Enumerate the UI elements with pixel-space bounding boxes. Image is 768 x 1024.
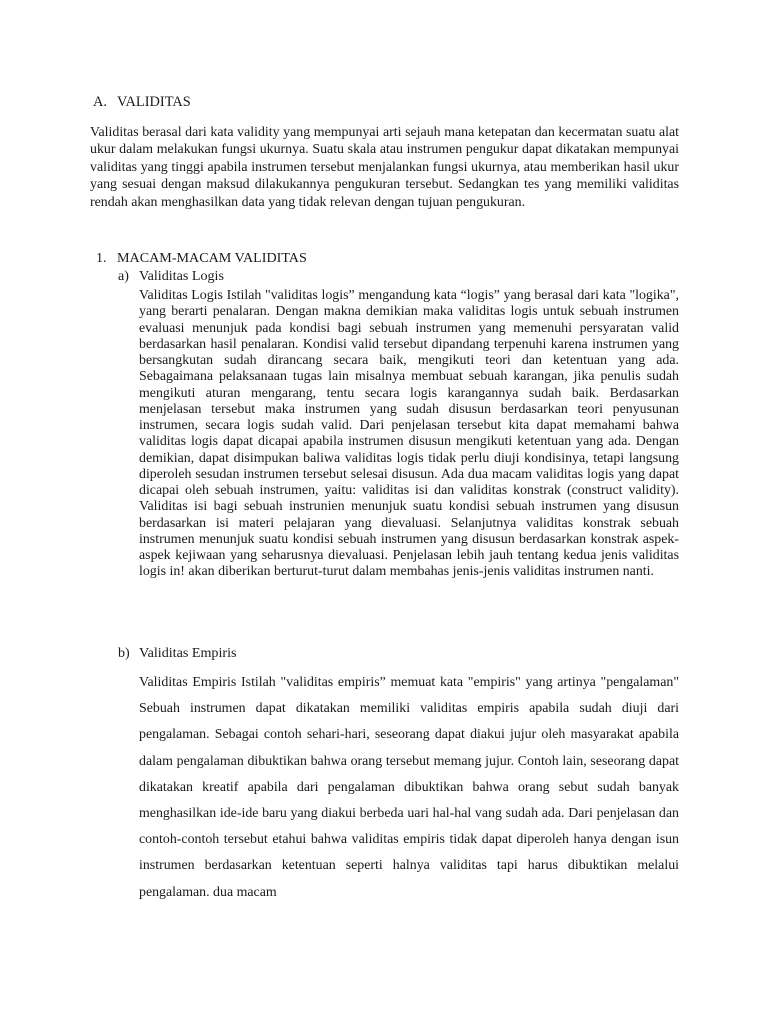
list-number: 1. bbox=[96, 250, 107, 266]
paragraph-validitas-logis: Validitas Logis Istilah "validitas logis” mengandung kata “logis” yang berasal dari kata "logika", yang berarti penalaran. Dengan makna demikian maka validitas logis untuk sebuah instrumen evaluasi menunjuk pada kondisi bagi sebuah instrumen yang memenuhi persyaratan valid berdasarkan hasil penalaran. Kondisi valid tersebut dipandang terpenuhi karena instrumen yang bersangkutan sudah dirancang secara baik, mengikuti teori dan ketentuan yang ada. Sebagaimana pelaksanaan tugas lain misalnya membuat sebuah karangan, jika penulis sudah mengikuti aturan mengarang, tentu secara logis karangannya sudah baik. Berdasarkan menjelasan tersebut maka instrumen yang sudah disusun berdasarkan teori penyusunan instrumen, secara logis sudah valid. Dari penjelasan tersebut kita dapat memahami bahwa validitas logis dapat dicapai apabila instrumen disusun mengikuti ketentuan yang ada. Dengan demikian, dapat disimpukan baliwa validitas logis tidak perlu diuji kondisinya, tetapi langsung diperoleh sesudan instrumen tersebut selesai disusun. Ada dua macam validitas logis yang dapat dicapai oleh sebuah instrumen, yaitu: validitas isi dan validitas konstrak (construct validity). Validitas isi bagi sebuah instrunien menunjuk suatu kondisi sebuah instrumen yang disusun berdasarkan isi materi pelajaran yang dievaluasi. Selanjutnya validitas konstrak sebuah instrumen menunjuk suatu kondisi sebuah instrumen yang disusun berdasarkan konstrak aspek-aspek kejiwaan yang seharusnya dievaluasi. Penjelasan lebih jauh tentang kedua jenis validitas logis in! akan diberikan berturut-turut dalam membahas jenis-jenis validitas instrumen nanti. bbox=[139, 288, 679, 580]
numbered-heading bbox=[96, 250, 307, 267]
list-title: MACAM-MACAM VALIDITAS bbox=[117, 250, 307, 266]
intro-paragraph: Validitas berasal dari kata validity yang mempunyai arti sejauh mana ketepatan dan kecermatan suatu alat ukur dalam melakukan fungsi ukurnya. Suatu skala atau instrumen pengukur dapat dikatakan mempunyai validitas yang tinggi apabila instrumen tersebut menjalankan fungsi ukurnya, atau memberikan hasil ukur yang sesuai dengan maksud dilakukannya pengukuran tersebut. Sedangkan tes yang memiliki validitas rendah akan menghasilkan data yang tidak relevan dengan tujuan pengukuran. bbox=[90, 125, 679, 210]
subheading-validitas-logis bbox=[118, 268, 224, 285]
subheading-mark: b) bbox=[118, 645, 130, 661]
section-letter: A. bbox=[93, 94, 107, 110]
paragraph-validitas-empiris: Validitas Empiris Istilah "validitas empiris” memuat kata "empiris" yang artinya "pengalaman" Sebuah instrumen dapat dikatakan memiliki validitas empiris apabila sudah diuji dari pengalaman. Sebagai contoh sehari-hari, seseorang dapat diakui jujur oleh masyarakat apabila dalam pengalaman dibuktikan bahwa orang tersebut memang jujur. Contoh lain, seseorang dapat dikatakan kreatif apabila dari pengalaman dibuktikan bahwa orang sebut sudah banyak menghasilkan ide-ide baru yang diakui berbeda uari hal-hal vang sudah ada. Dari penjelasan dan contoh-contoh tersebut etahui bahwa validitas empiris tidak dapat diperoleh hanya dengan isun instrumen berdasarkan ketentuan seperti halnya validitas tapi harus dibuktikan melalui pengalaman. dua macam bbox=[139, 675, 679, 900]
section-title: VALIDITAS bbox=[117, 94, 191, 110]
section-heading bbox=[93, 94, 191, 111]
subheading-mark: a) bbox=[118, 268, 129, 284]
subheading-title: Validitas Empiris bbox=[139, 645, 237, 661]
subheading-validitas-empiris bbox=[118, 645, 236, 662]
subheading-title: Validitas Logis bbox=[139, 268, 224, 284]
